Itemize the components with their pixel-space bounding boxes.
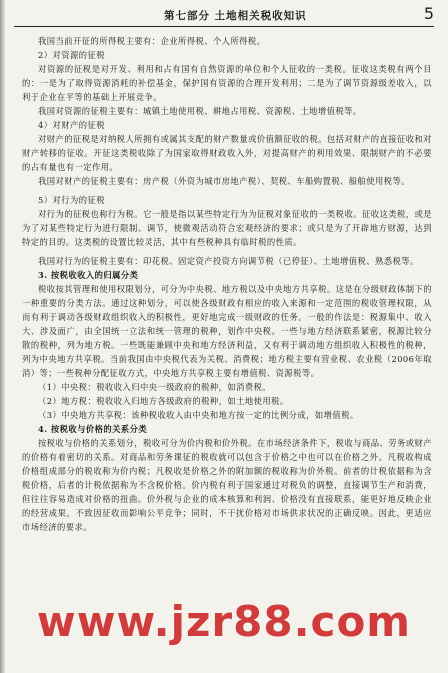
paragraph: 我国对财产的征税主要有：房产税（外资为城市房地产税）、契税、车船购置税、船舶使用税等。 (38, 176, 410, 186)
body-text (22, 34, 432, 534)
section-title: 第七部分 土地相关税收知识 (164, 10, 307, 22)
paragraph: 4）对财产的征税 (38, 120, 105, 130)
section-heading: 4. 按税收与价格的关系分类 (38, 424, 148, 434)
paragraph: 税收按其管理和使用权限划分，可分为中央税、地方税以及中央地方共享税。这是在分级财政体制下的一种重要的分类方法。通过这种划分，可以使各级财政有相应的收入来源和一定范围的税收管理权限，从而有利于调动各级财政组织收入的积极性，更好地完成一级财政的任务。一般的作法是：税源集中、收入大、涉及面广，由全国统一立法和统一管理的税种，划作中央税。一些与地方经济联系紧密，税源比较分散的税种，列为地方税。一些既能兼顾中央和地方经济利益，又有利于调动地方组织收入积极性的税种，列为中央地方共享税。当前我国由中央税代表为关税、消费税；地方税主要有营业税、农业税（2006年取消）等；一些税种分配征收方式，中央地方共享税主要有增值税、资源税等。 (22, 284, 432, 378)
section-heading: 3. 按税收收入的归属分类 (38, 270, 139, 280)
page-number: 5 (423, 4, 434, 23)
paragraph: （2）地方税：税收收入归地方各级政府的税种，如土地使用税。 (38, 396, 289, 406)
paragraph: 按税收与价格的关系划分，税收可分为价内税和价外税。在市场经济条件下，税收与商品、劳务或财产的价格有着密切的关系。对商品和劳务课征的税收就可以包含于价格之中也可以在价格之外。凡税收构成价格组成部分的税收称为价内税；凡税收是价格之外的附加额的税收称为价外税。前者的计税依据称为含税价格，后者的计税依据称为不含税价格。价内税有利于国家通过对税负的调整，直接调节生产和消费，但往往容易造成对价格的扭曲。价外税与企业的成本核算和利润、价格没有直接联系，能更好地反映企业的经营成果，不致因征收而影响公平竞争；同时，不干扰价格对市场供求状况的正确反映。因此，更适应市场经济的要求。 (22, 438, 432, 532)
paragraph: 对资源的征税是对开发、利用和占有国有自然资源的单位和个人征收的一类税。征收这类税有两个目的：一是为了取得资源消耗的补偿基金，保护国有资源的合理开发利用；二是为了调节资源级差收入，以利于企业在平等的基础上开展竞争。 (22, 64, 432, 102)
paragraph: （1）中央税：税收收入归中央一级政府的税种，如消费税。 (38, 382, 272, 392)
paragraph: （3）中央地方共享税：该种税收收入由中央和地方按一定的比例分成，如增值税。 (38, 410, 359, 420)
page-edge-shadow (0, 0, 5, 673)
paragraph: 2）对资源的征税 (38, 50, 105, 60)
running-header (14, 4, 434, 27)
watermark-logo: www.jzr88.com (36, 596, 412, 646)
paragraph: 5）对行为的征税 (38, 195, 105, 205)
paragraph: 对财产的征税是对纳税人所拥有或属其支配的财产数量或价值额征收的税。包括对财产的直接征收和对财产转移的征收。开征这类税收除了为国家取得财政收入外，对提高财产的利用效果、限制财产的不必要的占有量也有一定作用。 (22, 134, 432, 172)
paragraph: 我国对行为的征税主要有：印花税、固定资产投资方向调节税（已停征）、土地增值税、熟悉税等。 (38, 256, 419, 266)
paragraph: 对行为的征税也称行为税。它一般是指以某些特定行为为征税对象征收的一类税收。征收这类税，或是为了对某些特定行为进行限制、调节，使微观活动符合宏观经济的要求；或只是为了开辟地方财源，达到特定的目的。这类税的设置比较灵活，其中有些税种具有临时税的性质。 (22, 209, 432, 247)
paragraph: 我国对资源的征税主要有：城镇土地使用税、耕地占用税、资源税、土地增值税等。 (38, 106, 362, 116)
paragraph: 我国当前开征的所得税主要有：企业所得税、个人所得税。 (38, 36, 266, 46)
